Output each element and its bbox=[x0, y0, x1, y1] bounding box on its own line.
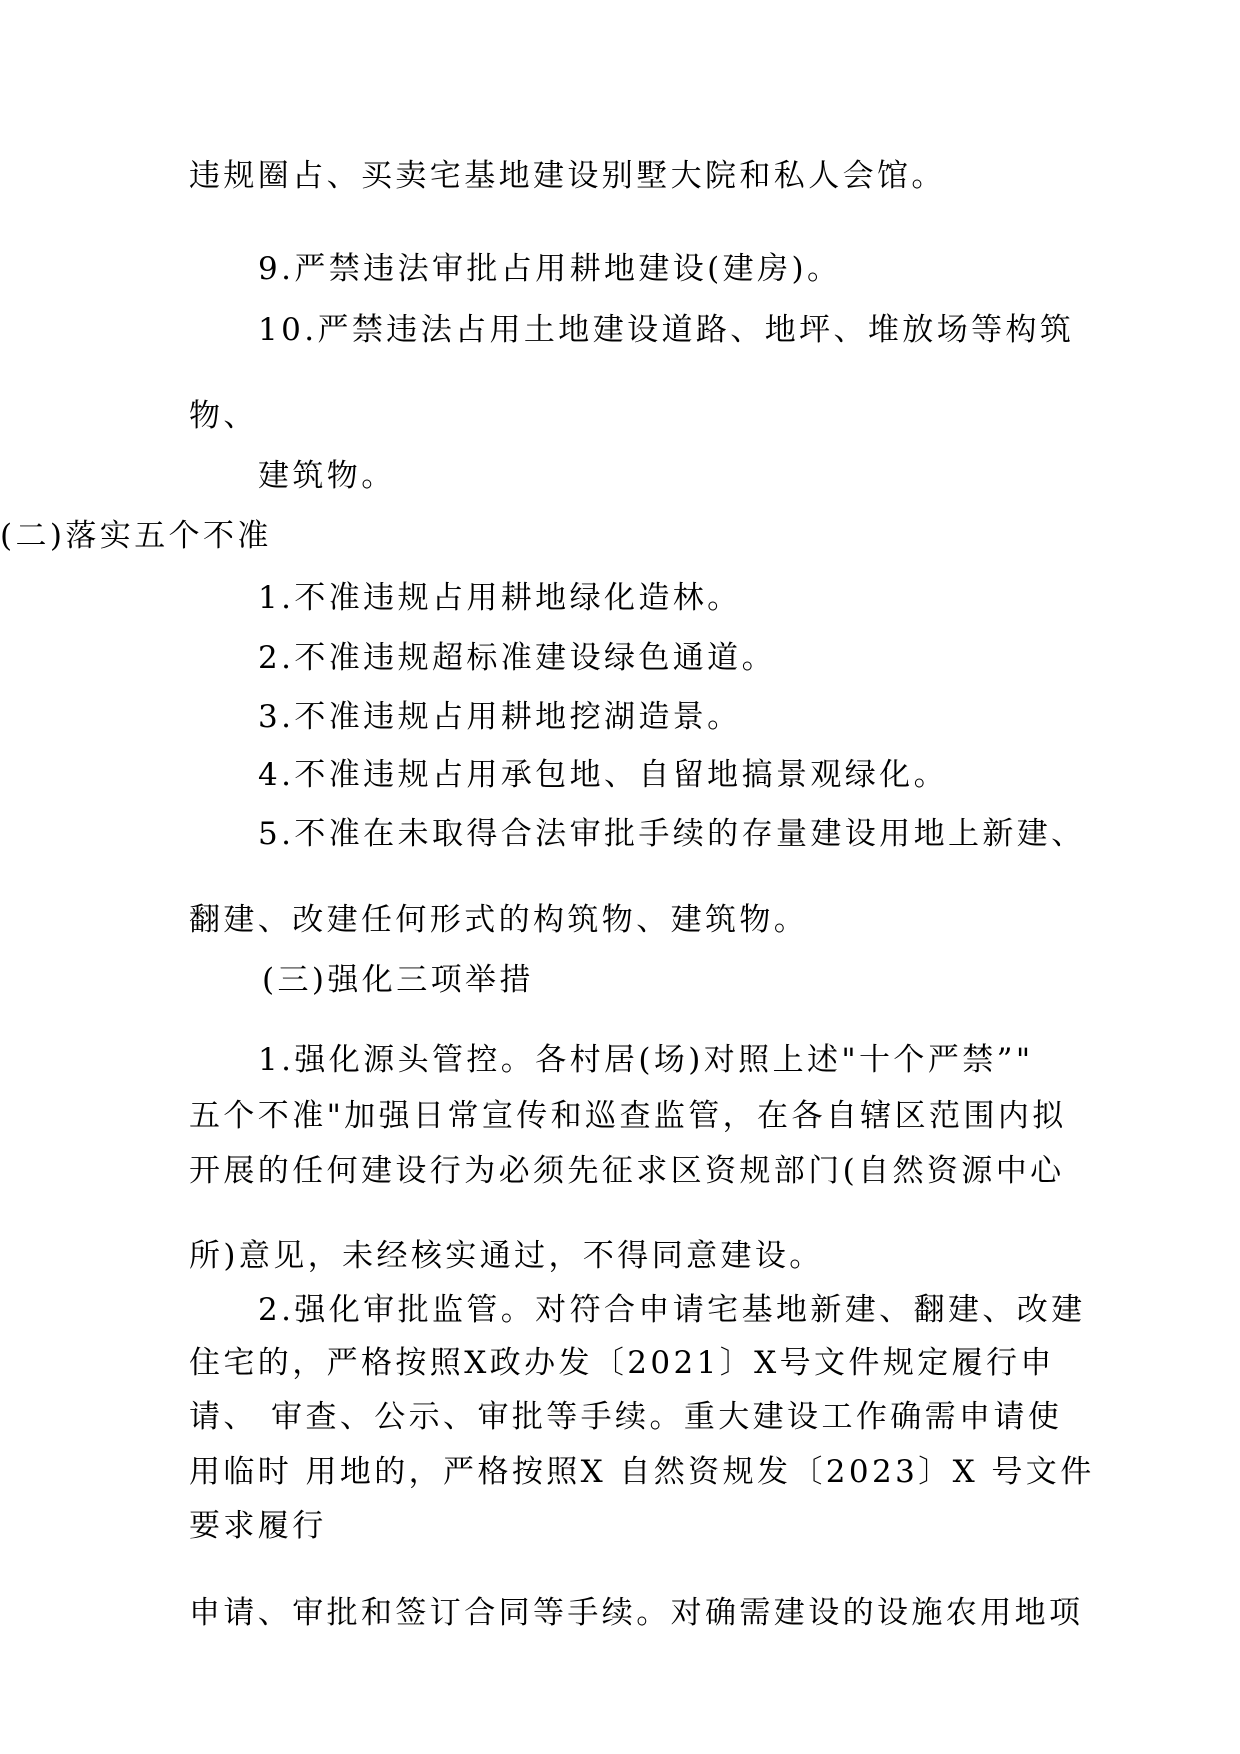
text-line: 10.严禁违法占用土地建设道路、地坪、堆放场等构筑 bbox=[258, 312, 1075, 348]
text-line: 违规圈占、买卖宅基地建设别墅大院和私人会馆。 bbox=[189, 158, 946, 194]
section-heading: (三)强化三项举措 bbox=[262, 962, 534, 998]
text-line: 五个不准"加强日常宣传和巡查监管，在各自辖区范围内拟 bbox=[189, 1098, 1067, 1134]
text-line: 要求履行 bbox=[189, 1508, 327, 1544]
text-line: 4.不准违规占用承包地、自留地搞景观绿化。 bbox=[258, 757, 948, 793]
text-line: 1.强化源头管控。各村居(场)对照上述"十个严禁”" bbox=[258, 1042, 1034, 1078]
text-line: 开展的任何建设行为必须先征求区资规部门(自然资源中心 bbox=[189, 1153, 1065, 1189]
text-line: 1.不准违规占用耕地绿化造林。 bbox=[258, 580, 742, 616]
text-line: 物、 bbox=[189, 398, 258, 434]
text-line: 3.不准违规占用耕地挖湖造景。 bbox=[258, 699, 742, 735]
text-line: 9.严禁违法审批占用耕地建设(建房)。 bbox=[258, 251, 842, 287]
text-line: 所)意见，未经核实通过，不得同意建设。 bbox=[189, 1238, 824, 1274]
text-line: 5.不准在未取得合法审批手续的存量建设用地上新建、 bbox=[258, 816, 1086, 852]
text-line: 建筑物。 bbox=[258, 458, 396, 494]
text-line: 请、 审查、公示、审批等手续。重大建设工作确需申请使 bbox=[189, 1399, 1063, 1435]
text-line: 用临时 用地的，严格按照X 自然资规发〔2023〕X 号文件 bbox=[189, 1454, 1095, 1490]
text-line: 住宅的，严格按照X政办发〔2021〕X号文件规定履行申 bbox=[189, 1345, 1055, 1381]
section-heading: (二)落实五个不准 bbox=[0, 518, 272, 554]
text-line: 2.不准违规超标准建设绿色通道。 bbox=[258, 640, 776, 676]
text-line: 申请、审批和签订合同等手续。对确需建设的设施农用地项 bbox=[189, 1595, 1084, 1631]
text-line: 翻建、改建任何形式的构筑物、建筑物。 bbox=[189, 902, 809, 938]
text-line: 2.强化审批监管。对符合申请宅基地新建、翻建、改建 bbox=[258, 1292, 1086, 1328]
